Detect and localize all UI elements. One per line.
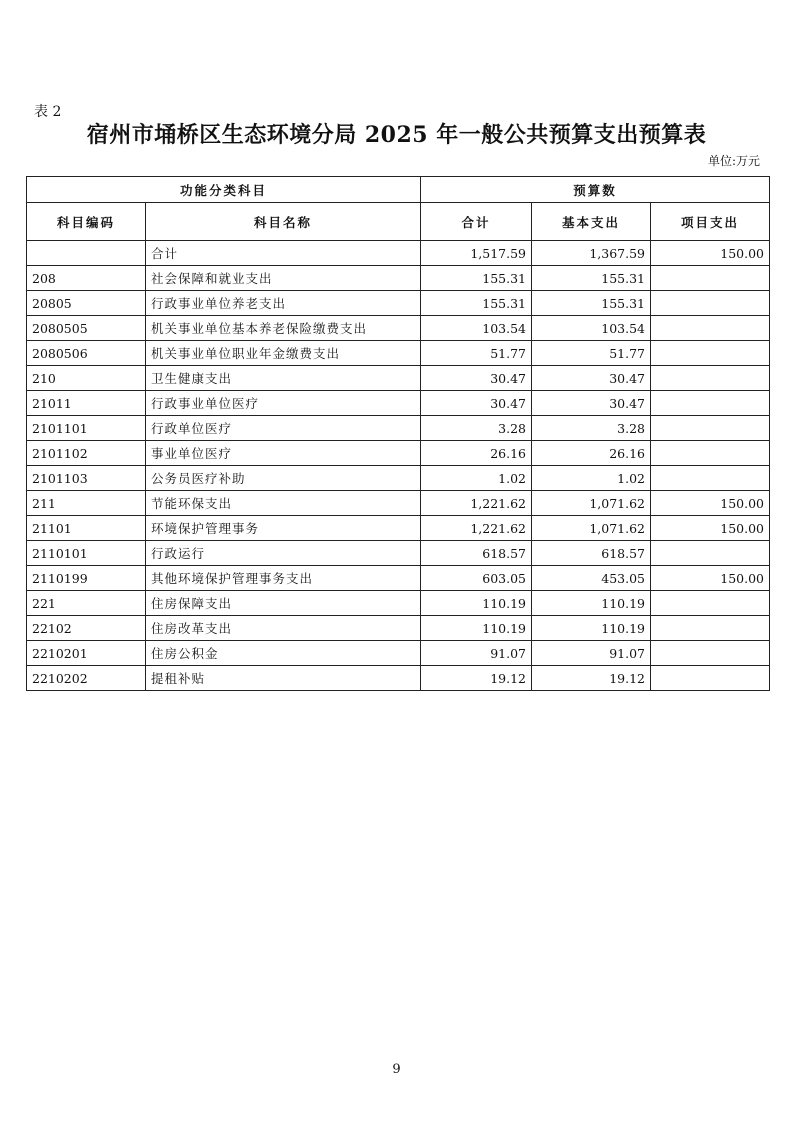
cell-code: 2101101 bbox=[27, 416, 146, 441]
cell-project bbox=[651, 666, 770, 691]
cell-code: 2210202 bbox=[27, 666, 146, 691]
cell-code: 2080505 bbox=[27, 316, 146, 341]
cell-basic: 1.02 bbox=[532, 466, 651, 491]
cell-total: 603.05 bbox=[421, 566, 532, 591]
cell-total: 155.31 bbox=[421, 266, 532, 291]
cell-basic: 51.77 bbox=[532, 341, 651, 366]
cell-basic: 110.19 bbox=[532, 616, 651, 641]
cell-total: 1,517.59 bbox=[421, 241, 532, 266]
table-row bbox=[27, 591, 770, 616]
cell-basic: 1,071.62 bbox=[532, 491, 651, 516]
cell-name: 环境保护管理事务 bbox=[146, 516, 421, 541]
cell-project bbox=[651, 641, 770, 666]
cell-code: 20805 bbox=[27, 291, 146, 316]
table-row bbox=[27, 291, 770, 316]
page-title: 宿州市埇桥区生态环境分局 2025 年一般公共预算支出预算表 bbox=[86, 122, 707, 148]
cell-basic: 618.57 bbox=[532, 541, 651, 566]
cell-project: 150.00 bbox=[651, 566, 770, 591]
table-label: 表 2 bbox=[34, 104, 62, 120]
cell-name: 住房改革支出 bbox=[146, 616, 421, 641]
cell-total: 618.57 bbox=[421, 541, 532, 566]
table-row bbox=[27, 541, 770, 566]
table-row bbox=[27, 666, 770, 691]
cell-name: 事业单位医疗 bbox=[146, 441, 421, 466]
cell-code: 2101102 bbox=[27, 441, 146, 466]
cell-name: 其他环境保护管理事务支出 bbox=[146, 566, 421, 591]
cell-basic: 30.47 bbox=[532, 391, 651, 416]
cell-name: 提租补贴 bbox=[146, 666, 421, 691]
cell-basic: 1,071.62 bbox=[532, 516, 651, 541]
cell-code bbox=[27, 241, 146, 266]
cell-code: 221 bbox=[27, 591, 146, 616]
cell-project bbox=[651, 441, 770, 466]
table-row bbox=[27, 391, 770, 416]
cell-name: 节能环保支出 bbox=[146, 491, 421, 516]
cell-name: 合计 bbox=[146, 241, 421, 266]
cell-total: 91.07 bbox=[421, 641, 532, 666]
table-row bbox=[27, 641, 770, 666]
cell-code: 2210201 bbox=[27, 641, 146, 666]
cell-name: 机关事业单位基本养老保险缴费支出 bbox=[146, 316, 421, 341]
cell-total: 51.77 bbox=[421, 341, 532, 366]
cell-basic: 155.31 bbox=[532, 291, 651, 316]
group-header-budget-amount: 预算数 bbox=[421, 177, 770, 203]
cell-code: 2101103 bbox=[27, 466, 146, 491]
table-row bbox=[27, 341, 770, 366]
cell-project bbox=[651, 416, 770, 441]
cell-code: 22102 bbox=[27, 616, 146, 641]
cell-code: 210 bbox=[27, 366, 146, 391]
cell-project: 150.00 bbox=[651, 241, 770, 266]
table-row bbox=[27, 266, 770, 291]
cell-project bbox=[651, 266, 770, 291]
cell-basic: 26.16 bbox=[532, 441, 651, 466]
cell-project bbox=[651, 316, 770, 341]
cell-name: 住房保障支出 bbox=[146, 591, 421, 616]
unit-label: 单位:万元 bbox=[707, 154, 760, 168]
cell-name: 行政事业单位养老支出 bbox=[146, 291, 421, 316]
cell-basic: 103.54 bbox=[532, 316, 651, 341]
table-row bbox=[27, 516, 770, 541]
cell-project: 150.00 bbox=[651, 491, 770, 516]
table-row bbox=[27, 491, 770, 516]
table-row bbox=[27, 366, 770, 391]
table-row bbox=[27, 416, 770, 441]
column-header-name: 科目名称 bbox=[146, 203, 421, 241]
column-header-basic: 基本支出 bbox=[532, 203, 651, 241]
cell-name: 住房公积金 bbox=[146, 641, 421, 666]
cell-name: 社会保障和就业支出 bbox=[146, 266, 421, 291]
cell-name: 行政事业单位医疗 bbox=[146, 391, 421, 416]
table-row bbox=[27, 441, 770, 466]
cell-code: 2080506 bbox=[27, 341, 146, 366]
cell-project bbox=[651, 541, 770, 566]
cell-total: 1,221.62 bbox=[421, 491, 532, 516]
cell-project bbox=[651, 591, 770, 616]
cell-code: 2110199 bbox=[27, 566, 146, 591]
cell-total: 155.31 bbox=[421, 291, 532, 316]
cell-total: 30.47 bbox=[421, 391, 532, 416]
cell-project bbox=[651, 391, 770, 416]
table-row bbox=[27, 241, 770, 266]
group-header-row bbox=[27, 177, 770, 203]
table-row bbox=[27, 616, 770, 641]
cell-project bbox=[651, 291, 770, 316]
page-number: 9 bbox=[392, 1062, 401, 1077]
cell-name: 行政运行 bbox=[146, 541, 421, 566]
cell-project bbox=[651, 341, 770, 366]
cell-total: 1,221.62 bbox=[421, 516, 532, 541]
cell-name: 公务员医疗补助 bbox=[146, 466, 421, 491]
table-row bbox=[27, 316, 770, 341]
cell-code: 21101 bbox=[27, 516, 146, 541]
cell-basic: 30.47 bbox=[532, 366, 651, 391]
cell-basic: 91.07 bbox=[532, 641, 651, 666]
table-row bbox=[27, 466, 770, 491]
cell-total: 26.16 bbox=[421, 441, 532, 466]
table-row bbox=[27, 566, 770, 591]
cell-code: 2110101 bbox=[27, 541, 146, 566]
cell-basic: 3.28 bbox=[532, 416, 651, 441]
column-header-code: 科目编码 bbox=[27, 203, 146, 241]
cell-code: 211 bbox=[27, 491, 146, 516]
cell-basic: 1,367.59 bbox=[532, 241, 651, 266]
cell-project: 150.00 bbox=[651, 516, 770, 541]
cell-total: 3.28 bbox=[421, 416, 532, 441]
column-header-project: 项目支出 bbox=[651, 203, 770, 241]
column-header-row bbox=[27, 203, 770, 241]
cell-total: 110.19 bbox=[421, 616, 532, 641]
column-header-total: 合计 bbox=[421, 203, 532, 241]
cell-total: 103.54 bbox=[421, 316, 532, 341]
group-header-function-class: 功能分类科目 bbox=[27, 177, 421, 203]
cell-name: 卫生健康支出 bbox=[146, 366, 421, 391]
cell-name: 行政单位医疗 bbox=[146, 416, 421, 441]
cell-total: 1.02 bbox=[421, 466, 532, 491]
cell-total: 110.19 bbox=[421, 591, 532, 616]
cell-basic: 19.12 bbox=[532, 666, 651, 691]
budget-table bbox=[26, 176, 770, 691]
cell-total: 30.47 bbox=[421, 366, 532, 391]
cell-total: 19.12 bbox=[421, 666, 532, 691]
table-body bbox=[27, 241, 770, 691]
cell-basic: 110.19 bbox=[532, 591, 651, 616]
cell-project bbox=[651, 366, 770, 391]
cell-basic: 155.31 bbox=[532, 266, 651, 291]
cell-code: 208 bbox=[27, 266, 146, 291]
cell-project bbox=[651, 466, 770, 491]
cell-name: 机关事业单位职业年金缴费支出 bbox=[146, 341, 421, 366]
cell-basic: 453.05 bbox=[532, 566, 651, 591]
cell-code: 21011 bbox=[27, 391, 146, 416]
cell-project bbox=[651, 616, 770, 641]
